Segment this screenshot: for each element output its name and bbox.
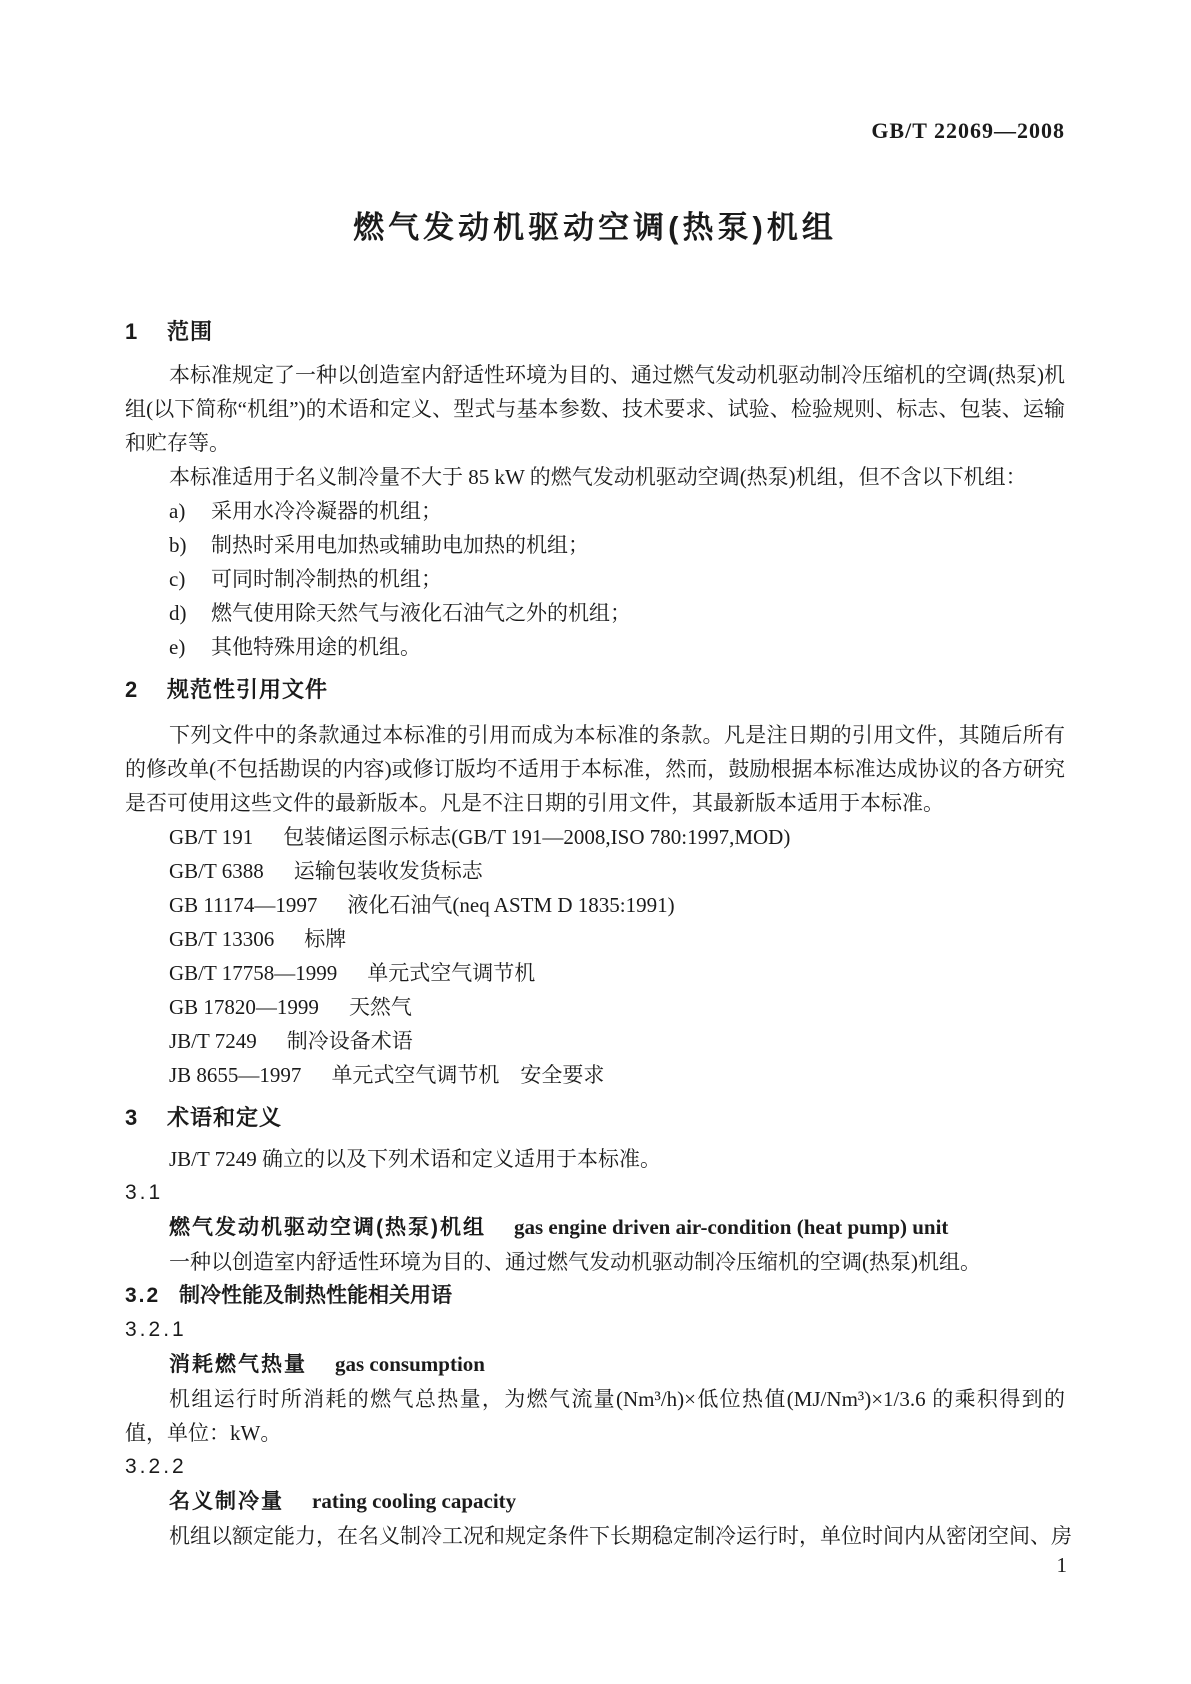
scope-paragraph-1: 本标准规定了一种以创造室内舒适性环境为目的、通过燃气发动机驱动制冷压缩机的空调(热泵)机组(以下简称“机组”)的术语和定义、型式与基本参数、技术要求、试验、检验规则、标志、包装、运输和贮存等。 — [125, 363, 1065, 455]
section-2-number: 2 — [125, 677, 139, 702]
document-title: 燃气发动机驱动空调(热泵)机组 — [353, 210, 837, 245]
term-3-2-1-line — [125, 1347, 1065, 1382]
reference-list — [125, 820, 1065, 1092]
clause-3-2-number: 3.2 — [125, 1284, 161, 1307]
section-1-heading — [125, 316, 1065, 348]
normative-refs-paragraph: 下列文件中的条款通过本标准的引用而成为本标准的条款。凡是注日期的引用文件，其随后所有的修改单(不包括勘误的内容)或修订版均不适用于本标准，然而，鼓励根据本标准达成协议的各方研究是否可使用这些文件的最新版本。凡是不注日期的引用文件，其最新版本适用于本标准。 — [125, 723, 1065, 815]
term-3-1-english: gas engine driven air-condition (heat pump) unit — [514, 1215, 949, 1239]
list-item-text: 可同时制冷制热的机组； — [211, 567, 442, 591]
reference-item — [125, 956, 1065, 990]
term-3-2-1-english: gas consumption — [335, 1352, 485, 1376]
page-number: 1 — [1056, 1553, 1067, 1577]
section-3-number: 3 — [125, 1105, 139, 1130]
reference-title: 包装储运图示标志(GB/T 191—2008,ISO 780:1997,MOD) — [283, 825, 791, 849]
reference-title: 单元式空气调节机 安全要求 — [331, 1063, 605, 1087]
term-3-1-definition: 一种以创造室内舒适性环境为目的、通过燃气发动机驱动制冷压缩机的空调(热泵)机组。 — [169, 1250, 981, 1274]
term-3-2-2-definition: 机组以额定能力，在名义制冷工况和规定条件下长期稳定制冷运行时，单位时间内从密闭空间、房 — [169, 1524, 1072, 1548]
list-item-label: e) — [169, 635, 186, 659]
reference-title: 标牌 — [304, 927, 347, 951]
section-1-number: 1 — [125, 319, 139, 344]
clause-3-2-heading — [125, 1279, 1065, 1313]
term-3-2-1-definition: 机组运行时所消耗的燃气总热量，为燃气流量(Nm³/h)×低位热值(MJ/Nm³)×1/3.6 的乘积得到的值，单位：kW。 — [125, 1387, 1065, 1445]
reference-item — [125, 888, 1065, 922]
reference-code: GB 11174—1997 — [169, 893, 318, 917]
term-3-2-2-english: rating cooling capacity — [312, 1489, 517, 1513]
reference-item — [125, 1058, 1065, 1092]
list-item-text: 采用水冷冷凝器的机组； — [211, 499, 442, 523]
list-item-text: 燃气使用除天然气与液化石油气之外的机组； — [211, 601, 631, 625]
term-3-2-2-chinese: 名义制冷量 — [169, 1490, 284, 1513]
clause-3-2-2-number: 3.2.2 — [125, 1455, 187, 1478]
list-item-label: b) — [169, 533, 187, 557]
terms-intro-paragraph: JB/T 7249 确立的以及下列术语和定义适用于本标准。 — [169, 1147, 661, 1171]
reference-code: JB/T 7249 — [169, 1029, 257, 1053]
section-1-title: 范围 — [167, 319, 214, 344]
standard-number: GB/T 22069—2008 — [871, 118, 1065, 143]
exclusion-list — [125, 494, 1065, 664]
term-3-2-1-chinese: 消耗燃气热量 — [169, 1353, 307, 1376]
clause-3-2-1-number: 3.2.1 — [125, 1318, 187, 1341]
section-3-title: 术语和定义 — [167, 1105, 283, 1130]
reference-title: 制冷设备术语 — [286, 1029, 413, 1053]
list-item — [125, 596, 1065, 630]
reference-item — [125, 922, 1065, 956]
list-item-label: c) — [169, 567, 186, 591]
reference-title: 液化石油气(neq ASTM D 1835:1991) — [347, 893, 675, 917]
section-2-title: 规范性引用文件 — [167, 677, 329, 702]
section-2-heading — [125, 674, 1065, 706]
list-item-label: d) — [169, 601, 187, 625]
term-3-1-chinese: 燃气发动机驱动空调(热泵)机组 — [169, 1216, 486, 1239]
term-3-1-line — [125, 1210, 1065, 1245]
list-item-text: 制热时采用电加热或辅助电加热的机组； — [211, 533, 589, 557]
list-item — [125, 562, 1065, 596]
reference-code: GB/T 17758—1999 — [169, 961, 338, 985]
term-3-2-2-line — [125, 1484, 1065, 1519]
reference-title: 运输包装收发货标志 — [293, 859, 483, 883]
reference-code: JB 8655—1997 — [169, 1063, 302, 1087]
clause-3-1-number: 3.1 — [125, 1181, 164, 1204]
scope-paragraph-2: 本标准适用于名义制冷量不大于 85 kW 的燃气发动机驱动空调(热泵)机组，但不含以下机组： — [169, 465, 1027, 489]
clause-3-2-title: 制冷性能及制热性能相关用语 — [179, 1284, 452, 1307]
reference-code: GB/T 13306 — [169, 927, 275, 951]
list-item — [125, 494, 1065, 528]
list-item — [125, 630, 1065, 664]
section-3-heading — [125, 1102, 1065, 1134]
list-item-text: 其他特殊用途的机组。 — [211, 635, 421, 659]
reference-code: GB/T 6388 — [169, 859, 264, 883]
reference-title: 单元式空气调节机 — [367, 961, 536, 985]
reference-title: 天然气 — [348, 995, 412, 1019]
list-item — [125, 528, 1065, 562]
reference-code: GB 17820—1999 — [169, 995, 319, 1019]
reference-item — [125, 854, 1065, 888]
reference-code: GB/T 191 — [169, 825, 254, 849]
reference-item — [125, 990, 1065, 1024]
reference-item — [125, 820, 1065, 854]
reference-item — [125, 1024, 1065, 1058]
list-item-label: a) — [169, 499, 186, 523]
